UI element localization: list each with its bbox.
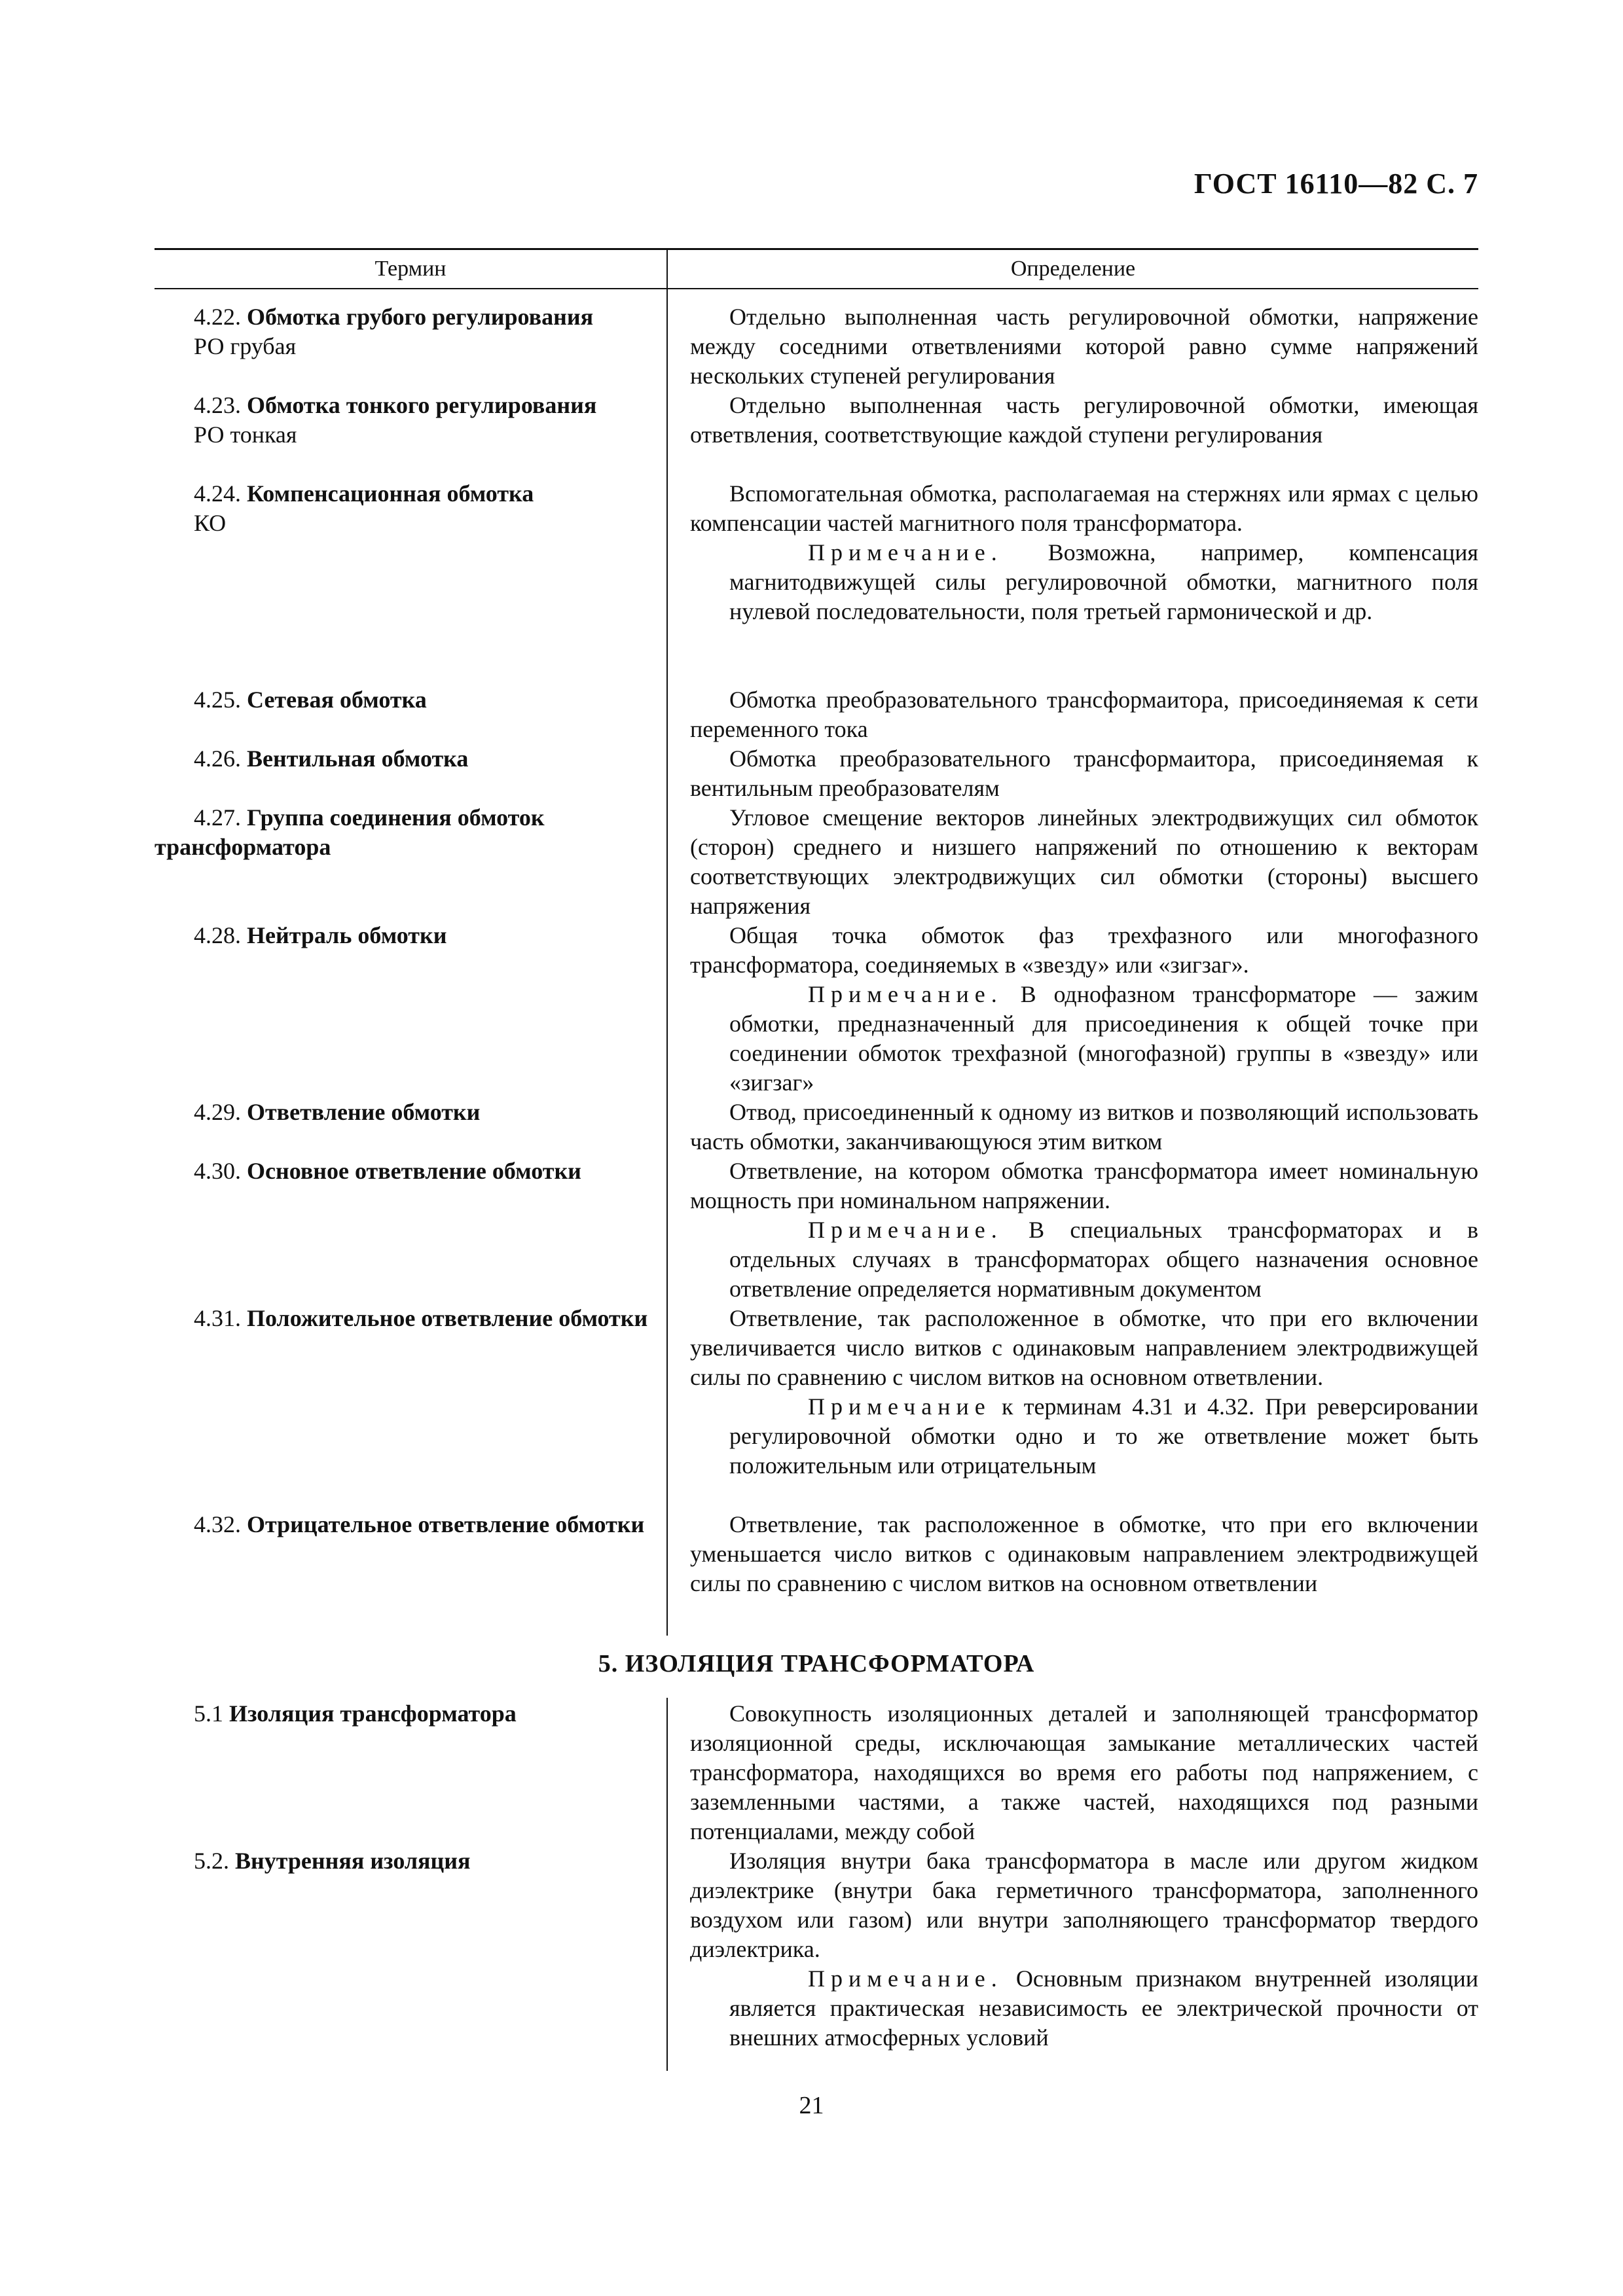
definition-4-29: Отвод, присоединенный к одному из витков и позволяющий использовать часть обмотки, заканчивающуюся этим витком bbox=[690, 1099, 1478, 1155]
term-4-23: 4.23. Обмотка тонкого регулирования РО тонкая bbox=[194, 392, 597, 448]
term-4-22: 4.22. Обмотка грубого регулирования РО грубая bbox=[194, 304, 594, 359]
note-5-2: Примечание. Основным признаком внутренней изоляции является практическая независимость ее электрической прочности от внешних атмосферных условий bbox=[729, 1965, 1478, 2051]
header-rule bbox=[155, 288, 1478, 289]
definition-4-32: Ответвление, так расположенное в обмотке, что при его включении уменьшается число витков с одинаковым направлением электродвижущей силы по сравнению с числом витков на основном ответвлении bbox=[690, 1511, 1478, 1596]
definition-4-24: Вспомогательная обмотка, располагаемая на стержнях или ярмах с целью компенсации частей магнитного поля трансформатора. Примечание. Возможна, например, компенсация магнитодвижущей силы регулировочной обмотки, магнитного поля нулевой последовательности, поля третьей гармонической и др. bbox=[690, 479, 1478, 626]
column-divider bbox=[666, 249, 668, 1636]
definition-5-2: Изоляция внутри бака трансформатора в масле или другом жидком диэлектрике (внутри бака герметичного трансформатора, заполненного воздухом или газом) или внутри заполняющего трансформатор твердого диэлектрика. Примечание. Основным признаком внутренней изоляции является практическая независимость ее электрической прочности от внешних атмосферных условий bbox=[690, 1846, 1478, 2053]
term-5-2: 5.2. Внутренняя изоляция bbox=[194, 1848, 471, 1874]
term-4-32: 4.32. Отрицательное ответвление обмотки bbox=[194, 1511, 645, 1537]
note-4-31: Примечание к терминам 4.31 и 4.32. При реверсировании регулировочной обмотки одно и то же ответвление может быть положительным или отрицательным bbox=[729, 1393, 1479, 1479]
column-header-term: Термин bbox=[374, 257, 447, 281]
term-5-1: 5.1 Изоляция трансформатора bbox=[194, 1700, 517, 1727]
section-title: 5. ИЗОЛЯЦИЯ ТРАНСФОРМАТОРА bbox=[598, 1650, 1035, 1677]
column-divider bbox=[666, 1698, 668, 2071]
definition-4-28: Общая точка обмоток фаз трехфазного или многофазного трансформатора, соединяемых в «звезду» или «зигзаг». Примечание. В однофазном трансформаторе — зажим обмотки, предназначенный для присоединения к общей точке при соединении обмоток трехфазной (многофазной) группы в «звезду» или «зигзаг» bbox=[690, 921, 1478, 1098]
term-4-27: 4.27. Группа соединения обмоток трансформатора bbox=[155, 804, 545, 860]
definition-4-22: Отдельно выполненная часть регулировочной обмотки, напряжение между соседними ответвлениями которой равно сумме напряжений нескольких ступеней регулирования bbox=[690, 304, 1478, 389]
term-4-24: 4.24. Компенсационная обмотка КО bbox=[194, 480, 534, 536]
definition-4-30: Ответвление, на котором обмотка трансформатора имеет номинальную мощность при номинальном напряжении. Примечание. В специальных трансформаторах и в отдельных случаях в трансформаторах общего назначения основное ответвление определяется нормативным документом bbox=[690, 1157, 1478, 1304]
running-head: ГОСТ 16110—82 С. 7 bbox=[1194, 168, 1478, 200]
term-4-31: 4.31. Положительное ответвление обмотки bbox=[194, 1305, 648, 1331]
note-4-28: Примечание. В однофазном трансформаторе — зажим обмотки, предназначенный для присоединения к общей точке при соединении обмоток трехфазной (многофазной) группы в «звезду» или «зигзаг» bbox=[729, 981, 1479, 1096]
definition-4-23: Отдельно выполненная часть регулировочной обмотки, имеющая ответвления, соответствующие каждой ступени регулирования bbox=[690, 392, 1478, 448]
definition-4-26: Обмотка преобразовательного трансформаитора, присоединяемая к вентильным преобразователям bbox=[690, 745, 1478, 801]
term-4-30: 4.30. Основное ответвление обмотки bbox=[194, 1158, 581, 1184]
term-4-25: 4.25. Сетевая обмотка bbox=[194, 687, 427, 713]
definition-4-25: Обмотка преобразовательного трансформаитора, присоединяемая к сети переменного тока bbox=[690, 687, 1478, 742]
table-top-rule bbox=[155, 248, 1478, 250]
term-4-26: 4.26. Вентильная обмотка bbox=[194, 745, 469, 772]
definition-4-27: Угловое смещение векторов линейных электродвижущих сил обмоток (сторон) среднего и низшего напряжений по отношению к векторам соответствующих электродвижущих сил обмотки (стороны) высшего напряжения bbox=[690, 804, 1478, 919]
definition-4-31: Ответвление, так расположенное в обмотке, что при его включении увеличивается число витков с одинаковым направлением электродвижущей силы по сравнению с числом витков на основном ответвлении. Примечание к терминам 4.31 и 4.32. При реверсировании регулировочной обмотки одно и то же ответвление может быть положительным или отрицательным bbox=[690, 1304, 1478, 1480]
note-4-24: Примечание. Возможна, например, компенсация магнитодвижущей силы регулировочной обмотки, магнитного поля нулевой последовательности, поля третьей гармонической и др. bbox=[729, 539, 1478, 624]
term-4-29: 4.29. Ответвление обмотки bbox=[194, 1099, 481, 1125]
column-header-definition: Определение bbox=[1010, 257, 1136, 281]
note-4-30: Примечание. В специальных трансформаторах и в отдельных случаях в трансформаторах общего назначения основное ответвление определяется нормативным документом bbox=[729, 1217, 1479, 1302]
page-number: 21 bbox=[799, 2092, 824, 2119]
term-4-28: 4.28. Нейтраль обмотки bbox=[194, 922, 447, 948]
definition-5-1: Совокупность изоляционных деталей и заполняющей трансформатор изоляционной среды, исключающая замыкание металлических частей трансформатора, находящихся во время его работы под напряжением, с заземленными частями, а также частей, находящихся под разными потенциалами, между собой bbox=[690, 1700, 1478, 1844]
